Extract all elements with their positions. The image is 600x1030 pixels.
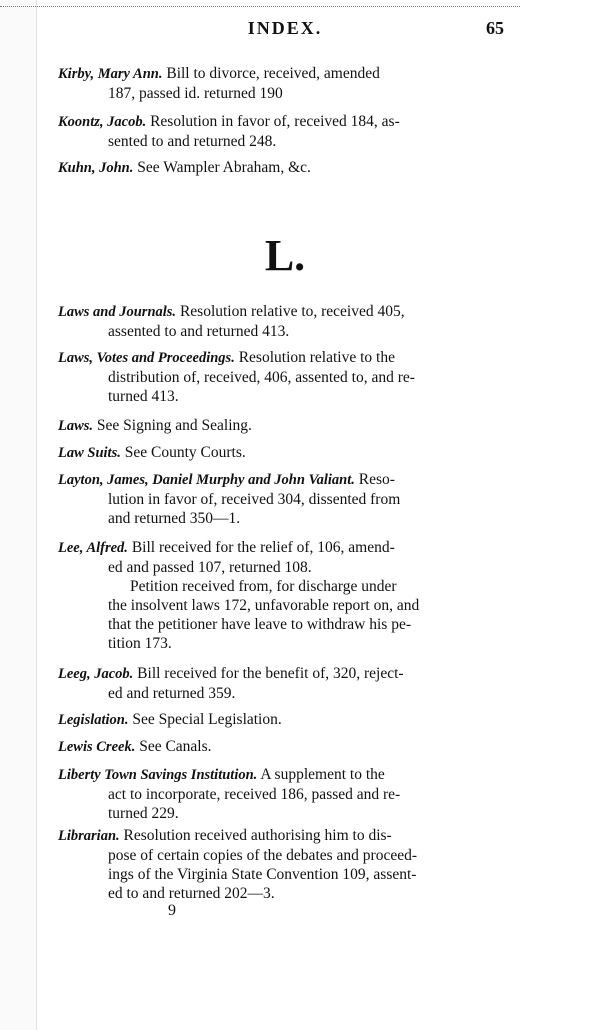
index-entry [58,664,513,703]
entry-first-line [58,348,513,368]
section-letter: L. [264,231,306,280]
index-entry [58,737,513,757]
entry-first-line [58,470,513,490]
entry-text: A supplement to the [260,766,385,783]
entry-text: See Canals. [139,738,212,755]
entry-line: the insolvent laws 172, unfavorable report on, and [108,597,420,614]
entry-name: Leeg, Jacob. [58,666,134,682]
entry-name: Layton, James, Daniel Murphy and John Valiant. [58,472,355,488]
entry-first-line [58,302,513,322]
entry-text: See Special Legislation. [132,711,282,728]
entry-name: Koontz, Jacob. [58,114,147,130]
index-entry [58,538,513,653]
entry-text: Bill received for the relief of, 106, amend- [131,539,395,556]
entry-line: ed and passed 107, returned 108. [108,559,312,576]
entry-line: ed and returned 359. [108,685,236,702]
index-entry [58,826,513,903]
entry-line: ings of the Virginia State Convention 109, assent- [108,866,417,883]
entry-text: Resolution in favor of, received 184, as- [150,113,400,130]
entry-line: Petition received from, for discharge under [130,578,397,595]
index-entry [58,302,513,341]
entry-line: lution in favor of, received 304, dissented from [108,491,401,508]
entry-name: Kirby, Mary Ann. [58,66,163,82]
top-rule [0,6,520,9]
entry-text: See Signing and Sealing. [96,417,252,434]
index-entry [58,158,513,178]
entry-first-line [58,64,513,84]
index-entry [58,112,513,151]
entry-first-line [58,158,513,178]
entry-first-line [58,710,513,730]
entry-line: ed to and returned 202—3. [108,885,275,902]
entry-name: Laws and Journals. [58,304,177,320]
entry-name: Law Suits. [58,445,121,461]
entry-name: Laws. [58,418,94,434]
entry-line: tition 173. [108,635,172,652]
page-title: INDEX. [247,18,323,38]
entry-line: assented to and returned 413. [108,323,290,340]
entry-name: Lewis Creek. [58,739,136,755]
entry-first-line [58,765,513,785]
index-entry [58,443,513,463]
entry-first-line [58,737,513,757]
page-header [0,18,600,48]
page-number: 65 [486,18,504,38]
entry-name: Kuhn, John. [58,160,134,176]
index-entry [58,470,513,528]
index-entry [58,348,513,406]
entry-line: pose of certain copies of the debates and proceed- [108,847,418,864]
entry-line: act to incorporate, received 186, passed and re- [108,786,401,803]
entry-line: that the petitioner have leave to withdraw his pe- [108,616,412,633]
entry-line: and returned 350—1. [108,510,241,527]
entry-text: Resolution received authorising him to dis- [123,827,392,844]
index-entry [58,416,513,436]
entry-first-line [58,826,513,846]
entry-first-line [58,112,513,132]
entry-text: Resolution relative to, received 405, [179,303,405,320]
index-entry [58,765,513,823]
entry-text: Bill received for the benefit of, 320, reject- [137,665,404,682]
entry-text: Bill to divorce, received, amended [166,65,380,82]
entry-line: turned 229. [108,805,179,822]
entry-line: turned 413. [108,388,179,405]
page-edge [0,0,37,1030]
entry-name: Legislation. [58,712,129,728]
entry-first-line [58,664,513,684]
entry-line: 187, passed id. returned 190 [108,85,283,102]
entry-line: distribution of, received, 406, assented to, and re- [108,369,415,386]
entry-name: Lee, Alfred. [58,540,128,556]
entry-name: Liberty Town Savings Institution. [58,767,258,783]
entry-text: Reso- [358,471,395,488]
entry-first-line [58,443,513,463]
entry-line: sented to and returned 248. [108,133,277,150]
entry-text: Resolution relative to the [238,349,395,366]
index-entry [58,710,513,730]
entry-name: Laws, Votes and Proceedings. [58,350,235,366]
entry-text: See Wampler Abraham, &c. [137,159,311,176]
signature-mark: 9 [168,902,176,919]
entry-first-line [58,416,513,436]
entry-first-line [58,538,513,558]
entry-name: Librarian. [58,828,120,844]
entry-text: See County Courts. [124,444,246,461]
index-entry [58,64,513,103]
